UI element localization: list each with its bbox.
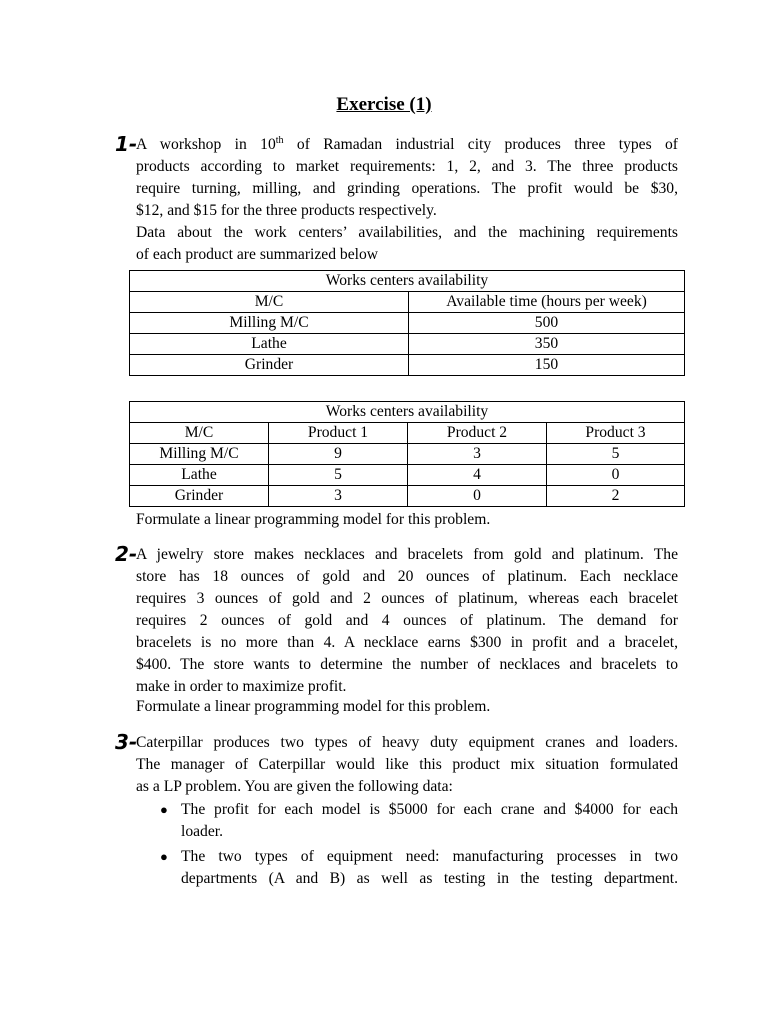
table-row <box>130 486 685 507</box>
q3-line-1: Caterpillar produces two types of heavy duty equipment cranes and loaders. <box>136 734 678 751</box>
table-cell: 3 <box>408 444 547 465</box>
table-cell: Grinder <box>130 355 409 376</box>
table-caption: Works centers availability <box>130 402 685 423</box>
q1-line-2: products according to market requirements: 1, 2, and 3. The three products <box>136 158 678 175</box>
table-header: Product 2 <box>408 423 547 444</box>
table-cell: Grinder <box>130 486 269 507</box>
table-cell: Milling M/C <box>130 313 409 334</box>
table-header: M/C <box>130 423 269 444</box>
question-1-instruction: Formulate a linear programming model for this problem. <box>136 511 491 528</box>
table-cell: 150 <box>409 355 685 376</box>
table-cell: 4 <box>408 465 547 486</box>
q1-line-4: $12, and $15 for the three products respectively. <box>136 202 437 219</box>
table-cell: 0 <box>408 486 547 507</box>
table-row <box>130 423 685 444</box>
table-row <box>130 355 685 376</box>
q3-line-3: as a LP problem. You are given the following data: <box>136 778 453 795</box>
q2-line-3: requires 3 ounces of gold and 2 ounces of platinum, whereas each bracelet <box>136 590 678 607</box>
table-header: M/C <box>130 292 409 313</box>
question-1-text <box>136 134 678 266</box>
q2-line-6: $400. The store wants to determine the number of necklaces and bracelets to <box>136 656 678 673</box>
table-row <box>130 313 685 334</box>
q2-line-5: bracelets is no more than 4. A necklace earns $300 in profit and a bracelet, <box>136 634 678 651</box>
availability-table <box>129 270 685 376</box>
bullet-2-line-1: The two types of equipment need: manufacturing processes in two <box>181 848 678 865</box>
table-cell: 5 <box>547 444 685 465</box>
table-cell: 5 <box>269 465 408 486</box>
q2-line-1: A jewelry store makes necklaces and bracelets from gold and platinum. The <box>136 546 678 563</box>
table-cell: 3 <box>269 486 408 507</box>
table-row <box>130 334 685 355</box>
question-3-text <box>136 732 678 798</box>
table-row <box>130 444 685 465</box>
q1-line-1: A workshop in 10th of Ramadan industrial city produces three types of <box>136 134 679 153</box>
table-header: Available time (hours per week) <box>409 292 685 313</box>
bullet-2-line-2: departments (A and B) as well as testing in the testing department. <box>181 870 678 887</box>
q1-line-3: require turning, milling, and grinding operations. The profit would be $30, <box>136 180 678 197</box>
question-3-number: 3- <box>115 730 138 754</box>
table-cell: Lathe <box>130 334 409 355</box>
exercise-title: Exercise (1) <box>336 94 432 115</box>
table-cell: 9 <box>269 444 408 465</box>
machining-requirements-table <box>129 401 685 507</box>
table-cell: 350 <box>409 334 685 355</box>
table-cell: Milling M/C <box>130 444 269 465</box>
table-header: Product 1 <box>269 423 408 444</box>
q2-line-2: store has 18 ounces of gold and 20 ounces of platinum. Each necklace <box>136 568 678 585</box>
table-row <box>130 402 685 423</box>
table-row <box>130 292 685 313</box>
bullet-item <box>181 799 678 843</box>
table-row <box>130 271 685 292</box>
superscript: th <box>275 134 284 146</box>
table-header: Product 3 <box>547 423 685 444</box>
table-caption: Works centers availability <box>130 271 685 292</box>
question-2-text <box>136 544 678 698</box>
q1-line-5: Data about the work centers’ availabilities, and the machining requirements <box>136 224 678 241</box>
q2-line-4: requires 2 ounces of gold and 4 ounces of platinum. The demand for <box>136 612 678 629</box>
table-cell: 2 <box>547 486 685 507</box>
question-2-instruction: Formulate a linear programming model for this problem. <box>136 698 491 715</box>
bullet-item <box>181 846 678 890</box>
table-cell: 0 <box>547 465 685 486</box>
table-cell: Lathe <box>130 465 269 486</box>
q3-line-2: The manager of Caterpillar would like this product mix situation formulated <box>136 756 678 773</box>
bullet-1-line-2: loader. <box>181 823 223 840</box>
q1-line-6: of each product are summarized below <box>136 246 379 263</box>
bullet-1-line-1: The profit for each model is $5000 for each crane and $4000 for each <box>181 801 678 818</box>
table-row <box>130 465 685 486</box>
question-1-number: 1- <box>115 132 138 156</box>
table-cell: 500 <box>409 313 685 334</box>
bullet-icon: ● <box>160 849 168 864</box>
question-2-number: 2- <box>115 542 138 566</box>
q2-line-7: make in order to maximize profit. <box>136 678 347 695</box>
bullet-icon: ● <box>160 802 168 817</box>
